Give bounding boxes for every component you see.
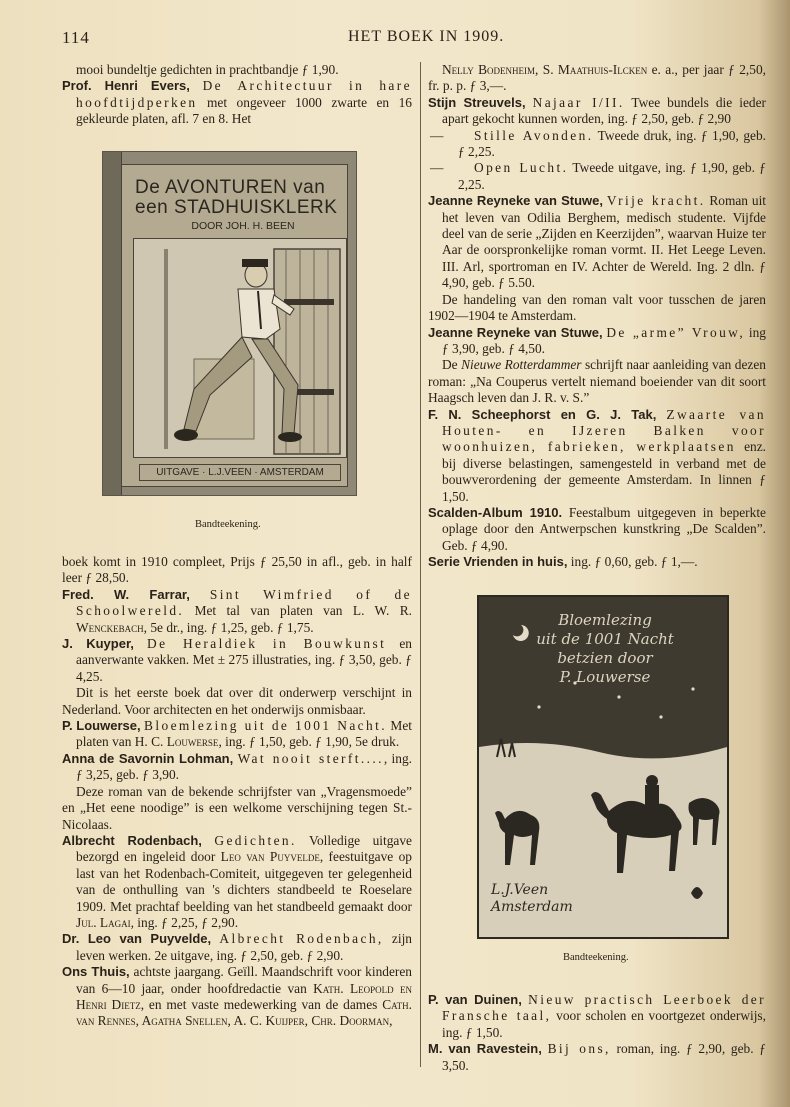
entry-text: achtste jaargang. Geïll. Maandschrift voor kinderen van 6—10 jaar, onder hoofdredactie van: [76, 964, 413, 996]
page-header: [0, 28, 790, 52]
entry-title: Bloemlezing uit de 1001 Nacht.: [144, 718, 387, 734]
entry-text: Twee bundels die ieder apart gekocht kunnen worden, ing. ƒ 2,50, geb. ƒ 2,90: [442, 94, 766, 127]
cover-spine: [103, 152, 122, 495]
entry-author: P. Louwerse,: [62, 718, 141, 734]
entry-author: P. van Duinen,: [428, 992, 522, 1007]
right-column: [428, 62, 766, 571]
entry-title: De Architectuur in hare hoofdtijdperken: [76, 78, 412, 110]
entry-streuvels-sub: [428, 160, 766, 193]
entry-rodenbach: [62, 833, 412, 931]
entry-author: Albrecht Rodenbach,: [62, 832, 202, 848]
entry-text: Met tal van platen van L. W. R.: [184, 603, 412, 619]
entry-title: Najaar I/II.: [532, 94, 625, 110]
entry-staff: Cath. van Rennes, Agatha Snellen, A. C. Kuijper, Chr. Doorman,: [76, 996, 412, 1029]
entry-title: Sint Wimfried of de Schoolwereld.: [76, 586, 412, 619]
entry-evers-continued: boek komt in 1910 compleet, Prijs ƒ 25,50 in afl., geb. in half leer ƒ 28,50.: [62, 554, 412, 586]
entry-note: Deze roman van de bekende schrijfster van „Vragensmoede” en „Het eene noodige” is een welkome verschijning tegen St.-Nicolaas.: [62, 783, 412, 832]
entry-text: Met platen van H. C.: [76, 718, 412, 750]
entry-title: Wat nooit sterft....: [237, 750, 384, 766]
entry-text: Feestalbum uitgegeven in beperkte oplage door den Antwerpschen kunstkring „De Scalden”. Geb. ƒ 4,90.: [442, 504, 766, 553]
entry-text: Tweede uitgave, ing. ƒ 1,90, geb. ƒ 2,25.: [458, 160, 766, 192]
entry-text: roman, ing. ƒ 2,90, geb. ƒ 3,50.: [442, 1041, 766, 1073]
entry-text: ing ƒ 3,90, geb. ƒ 4,50.: [442, 324, 766, 356]
cover-title-line: een STADHUISKLERK: [135, 197, 338, 218]
entry-text: , 5e dr., ing. ƒ 1,25, geb. ƒ 1,75.: [143, 619, 314, 635]
entry-puyvelde: [62, 931, 412, 964]
cover-title-line: uit de 1001 Nacht: [536, 630, 674, 648]
entry-louwerse: [62, 718, 412, 751]
entry-author: Jeanne Reyneke van Stuwe,: [428, 193, 603, 209]
entry-note: De handeling van den roman valt voor tusschen de jaren 1902—1904 te Amsterdam.: [428, 291, 766, 324]
entry-streuvels: [428, 95, 766, 128]
left-column-top: [62, 62, 412, 128]
entry-note: [428, 357, 766, 406]
entry-staff: Nelly Bodenheim, S. Maathuis-Ilcken: [442, 62, 648, 77]
entry-title: De Heraldiek in Bouwkunst: [147, 636, 387, 652]
cover-publisher-line: L.J.Veen: [491, 882, 549, 898]
entry-title: De „arme” Vrouw,: [606, 324, 746, 340]
page-number: 114: [62, 28, 90, 47]
entry-title: Open Lucht.: [474, 160, 569, 176]
entry-reyneke-2: [428, 325, 766, 358]
entry-text: met ongeveer 1000 zwarte en 16 gekleurde platen, afl. 7 en 8. Het: [76, 94, 412, 127]
column-rule: [420, 62, 421, 1067]
entry-evers: [62, 78, 412, 127]
entry-text: en aanverwante vakken. Met ± 275 illustraties, ing. ƒ 3,50, geb. ƒ 4,25.: [76, 636, 412, 684]
entry-author: Prof. Henri Evers,: [62, 78, 190, 94]
cover-publisher: UITGAVE · L.J.VEEN · AMSTERDAM: [139, 464, 341, 481]
entry-text: Roman uit het leven van Odilia Berghem, medisch studente. Vijfde deel van de serie „Zijden en Keerzijden”, waarvan Huize ter Aar de oorspronkelijke roman vormt. II. Het Leege Leven. III. Arl, sportroman en IV. Achter de Wereld. Ing. 2 dln. ƒ 4,90, geb. ƒ 5.50.: [442, 193, 767, 291]
entry-editors: Kath. Leopold en Henri Dietz: [76, 980, 412, 1012]
running-title: HET BOEK IN 1909.: [348, 28, 505, 45]
cover-illustration-stadhuisklerk: [102, 151, 357, 496]
entry-text: enz. bij diverse belastingen, samengesteld in verband met de bouwverordening der gemeente Amsterdam. In linnen ƒ 1,50.: [442, 439, 766, 504]
entry-text: , ing. ƒ 3,25, geb. ƒ 3,90.: [76, 750, 413, 783]
entry-author: Dr. Leo van Puyvelde,: [62, 931, 212, 947]
cover-title-line: De AVONTUREN van: [135, 177, 326, 198]
entry-lohman: [62, 751, 412, 784]
cover-scene-clerk-at-door: [133, 238, 347, 458]
entry-ons-thuis-continued: [428, 62, 766, 95]
cover-title: [491, 611, 719, 687]
entry-text: , ing. ƒ 2,25, ƒ 2,90.: [130, 914, 239, 930]
dash: —: [430, 160, 444, 176]
entry-author: Anna de Savornin Lohman,: [62, 750, 234, 766]
entry-author: M. van Ravestein,: [428, 1041, 542, 1057]
cover-caption: Bandteekening.: [195, 519, 261, 530]
entry-author: Ons Thuis,: [62, 964, 130, 980]
entry-title: Albrecht Rodenbach,: [219, 931, 384, 947]
entry-text: , ing. ƒ 1,50, geb. ƒ 1,90, 5e druk.: [218, 734, 400, 750]
entry-text: Tweede druk, ing. ƒ 1,90, geb. ƒ 2,25.: [458, 127, 766, 160]
entry-text: , feestuitgave op last van het Rodenbach-Comiteit, uitgegeven ter gelegenheid van de onthulling van 's dichters standbeeld te Roeselare 1909. Met prachtaf beelding van het standbeeld gemaakt door: [76, 849, 412, 914]
cover-title-line: Bloemlezing: [558, 611, 652, 629]
entry-text: e. a., per jaar ƒ 2,50, fr. p. p. ƒ 3,—.: [428, 62, 766, 94]
entry-streuvels-sub: [428, 128, 766, 161]
entry-title: Gedichten.: [214, 832, 297, 848]
entry-author: F. N. Scheephorst en G. J. Tak,: [428, 406, 657, 422]
entry-text: ing. ƒ 0,60, geb. ƒ 1,—.: [567, 554, 698, 570]
entry-ons-thuis: [62, 964, 412, 1030]
clerk-drawing: [134, 239, 346, 457]
entry-title: Zwaarte van Houten- en IJzeren Balken voor woonhuizen, fabrieken, werkplaatsen: [442, 406, 766, 455]
entry-ravestein: [428, 1041, 766, 1074]
right-column-bottom: [428, 992, 766, 1074]
entry-text: zijn leven werken. 2e uitgave, ing. ƒ 2,50, geb. ƒ 2,90.: [76, 931, 413, 963]
entry-text: voor scholen en voortgezet onderwijs, ing. ƒ 1,50.: [442, 1008, 766, 1040]
entry-duinen: [428, 992, 766, 1041]
cover-title-line: P. Louwerse: [559, 668, 651, 686]
cover-caption: Bandteekening.: [563, 952, 629, 963]
cover-title: [135, 178, 355, 218]
entry-author: Fred. W. Farrar,: [62, 586, 190, 602]
entry-kuyper: [62, 636, 412, 685]
entry-editor: Leo van Puyvelde: [220, 849, 320, 865]
entry-text: , en met vaste medewerking van de dames: [140, 996, 383, 1012]
entry-note: Dit is het eerste boek dat over dit onderwerp verschijnt in Nederland. Voor architecten en het onderwijs onmisbaar.: [62, 685, 412, 717]
entry-title: Nieuw practisch Leerboek der Fransche taal,: [442, 992, 766, 1024]
cover-publisher-line: Amsterdam: [491, 899, 573, 915]
cover-illustration-1001-nacht: [477, 595, 729, 939]
left-column-bottom: [62, 554, 412, 1030]
cover-title-line: betzien door: [557, 649, 653, 667]
entry-author: Scalden-Album 1910.: [428, 504, 563, 520]
intro-line: mooi bundeltje gedichten in prachtbandje ƒ 1,90.: [76, 62, 339, 77]
entry-illustrator: Louwerse: [166, 734, 219, 750]
entry-scheephorst: [428, 407, 766, 505]
entry-reyneke-1: [428, 193, 766, 291]
cover-author-line: DOOR JOH. H. BEEN: [191, 220, 295, 232]
entry-vrienden: [428, 554, 766, 570]
dash: —: [430, 127, 444, 143]
note-source: Nieuwe Rotterdammer: [461, 357, 582, 373]
entry-author: Stijn Streuvels,: [428, 94, 526, 110]
entry-author: J. Kuyper,: [62, 636, 134, 652]
entry-title: Bij ons,: [547, 1041, 611, 1057]
note-text: De: [442, 357, 462, 373]
entry-title: Stille Avonden.: [474, 127, 594, 143]
entry-illustrator: Wenckebach: [76, 619, 144, 635]
entry-text: Volledige uitgave bezorgd en ingeleid door: [76, 832, 412, 865]
note-text: schrijft naar aanleiding van dezen roman: „Na Couperus vertelt niemand boeiender van dit soort Haagsch leven dan J. R. v. S.”: [428, 357, 767, 406]
entry-author: Jeanne Reyneke van Stuwe,: [428, 324, 603, 340]
entry-farrar: [62, 587, 412, 636]
entry-sculptor: Jul. Lagai: [76, 914, 131, 930]
cover-publisher: [491, 882, 601, 916]
entry-author: Serie Vrienden in huis,: [428, 554, 568, 570]
entry-scalden: [428, 505, 766, 554]
entry-title: Vrije kracht.: [606, 193, 706, 209]
